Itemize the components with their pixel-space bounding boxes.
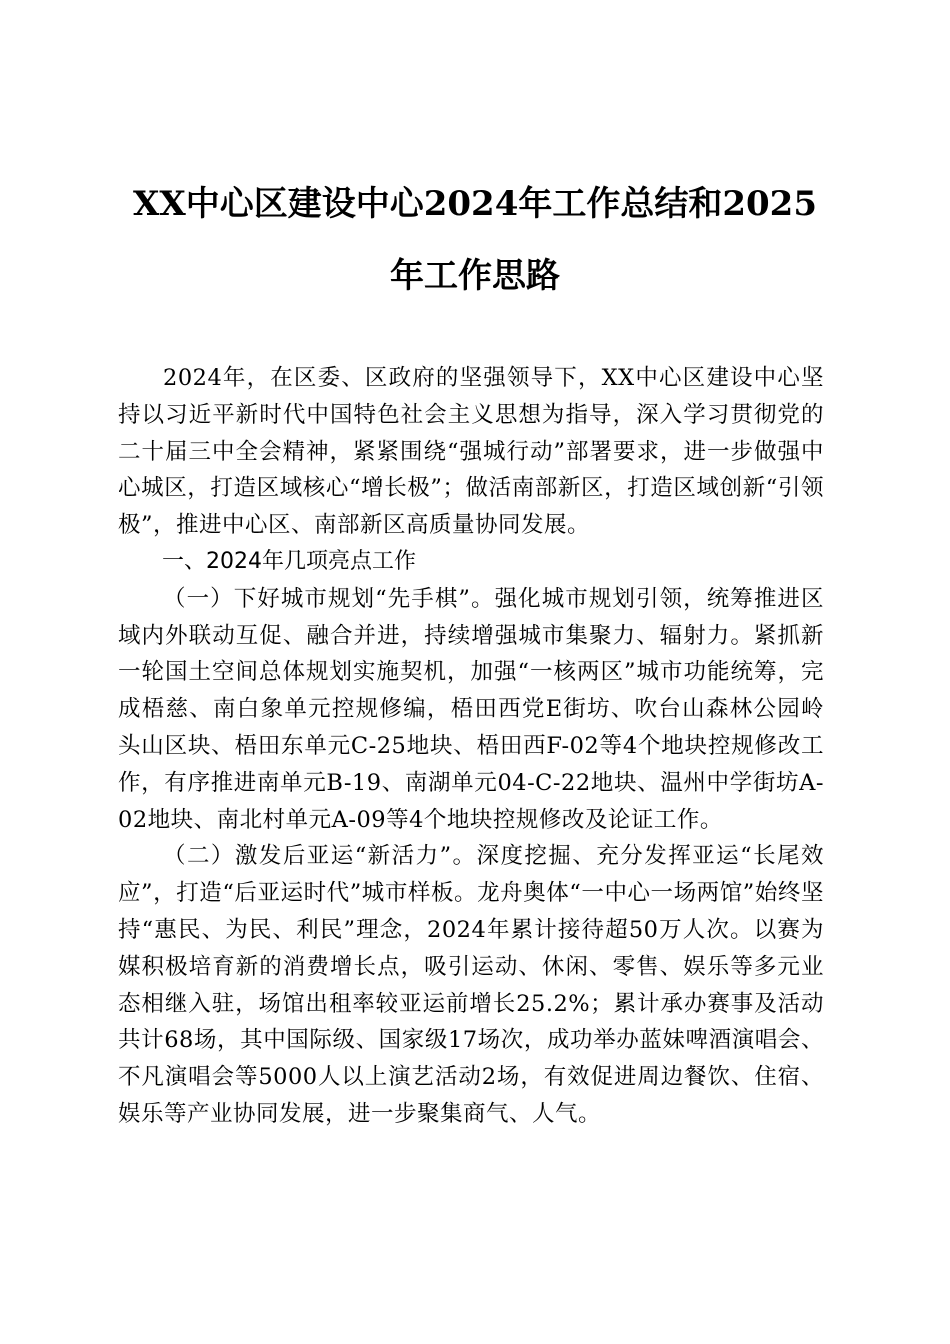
document-body: [118, 360, 824, 1133]
section-heading-1: 一、2024年几项亮点工作: [162, 548, 416, 574]
item-paragraph-2: （二）激发后亚运“新活力”。深度挖掘、充分发挥亚运“长尾效应”，打造“后亚运时代”城市样板。龙舟奥体“一中心一场两馆”始终坚持“惠民、为民、利民”理念，2024年累计接待超50万人次。以赛为媒积极培育新的消费增长点，吸引运动、休闲、零售、娱乐等多元业态相继入驻，场馆出租率较亚运前增长25.2%；累计承办赛事及活动共计68场，其中国际级、国家级17场次，成功举办蓝妹啤酒演唱会、不凡演唱会等5000人以上演艺活动2场，有效促进周边餐饮、住宿、娱乐等产业协同发展，进一步聚集商气、人气。: [118, 843, 824, 1127]
title-line-2: 年工作思路: [390, 256, 560, 296]
title-line-1: XX中心区建设中心2024年工作总结和2025: [132, 184, 818, 224]
intro-paragraph: 2024年，在区委、区政府的坚强领导下，XX中心区建设中心坚持以习近平新时代中国特色社会主义思想为指导，深入学习贯彻党的二十届三中全会精神，紧紧围绕“强城行动”部署要求，进一步做强中心城区，打造区域核心“增长极”；做活南部新区，打造区域创新“引领极”，推进中心区、南部新区高质量协同发展。: [118, 365, 824, 539]
item-paragraph-1: （一）下好城市规划“先手棋”。强化城市规划引领，统筹推进区域内外联动互促、融合并进，持续增强城市集聚力、辐射力。紧抓新一轮国土空间总体规划实施契机，加强“一核两区”城市功能统筹，完成梧慈、南白象单元控规修编，梧田西党E街坊、吹台山森林公园岭头山区块、梧田东单元C-25地块、梧田西F-02等4个地块控规修改工作，有序推进南单元B-19、南湖单元04-C-22地块、温州中学街坊A-02地块、南北村单元A-09等4个地块控规修改及论证工作。: [118, 585, 824, 833]
document-title: [110, 168, 840, 312]
